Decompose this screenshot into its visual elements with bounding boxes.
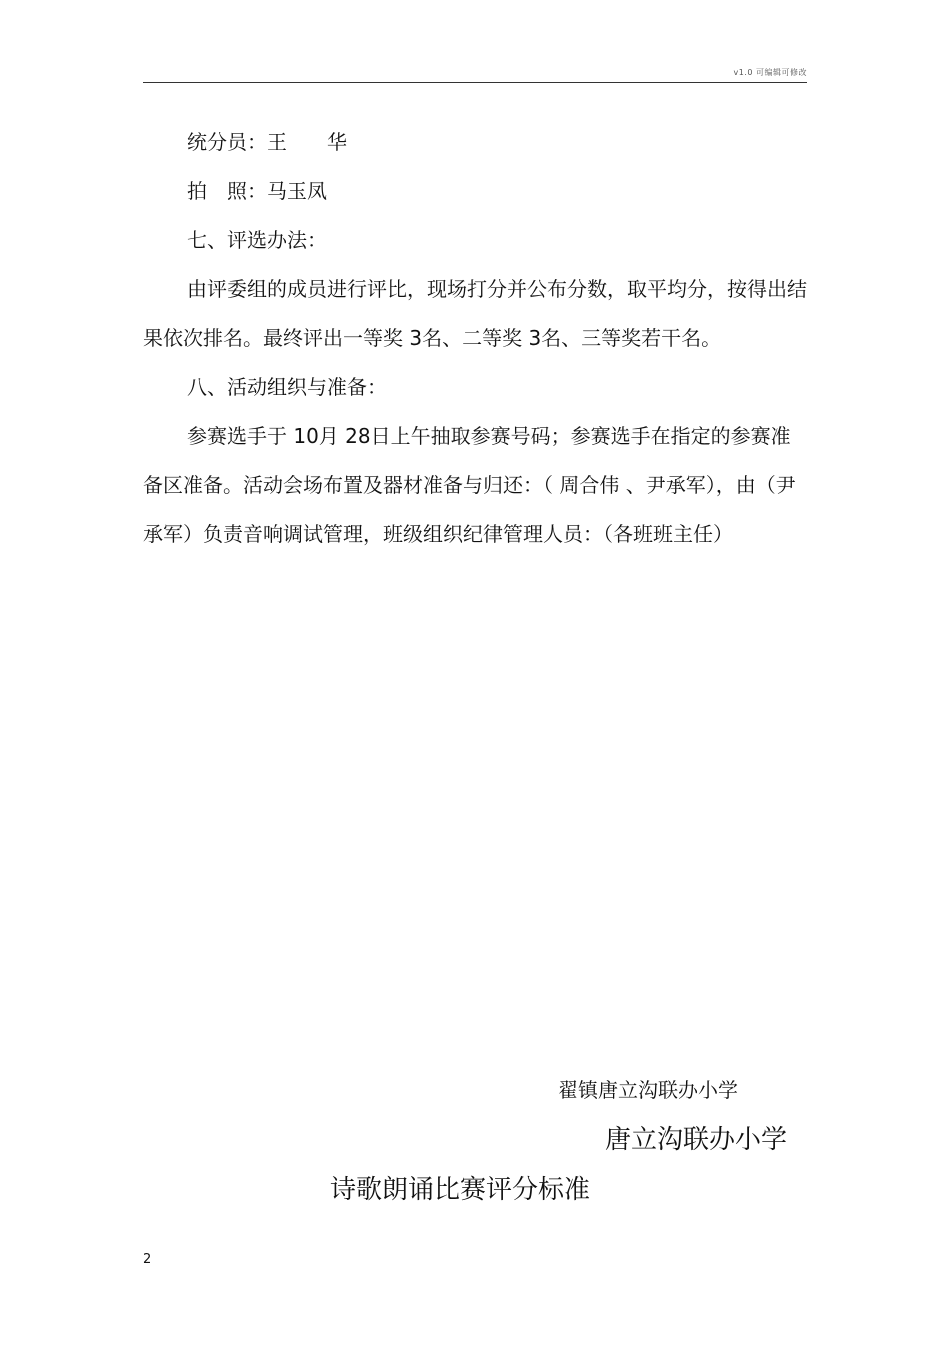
scorekeeper-line: 统分员：王 华 [187, 130, 347, 154]
school-name-heading: 唐立沟联办小学 [605, 1125, 788, 1155]
section-8-heading: 八、活动组织与准备： [187, 375, 387, 399]
scoring-method-paragraph: 由评委组的成员进行评比，现场打分并公布分数，取平均分，按得出结果依次排名。最终评出一等奖 3名、二等奖 3名、三等奖若干名。 [143, 277, 807, 350]
header-version-note: v1.0 可编辑可修改 [733, 68, 807, 77]
preparation-paragraph: 参赛选手于 10月 28日上午抽取参赛号码；参赛选手在指定的参赛准备区准备。活动会场布置及器材准备与归还：（ 周合伟 、尹承军），由（尹承军）负责音响调试管理，班级组织纪律管理人员：（各班班主任） [143, 424, 796, 546]
page-number: 2 [143, 1252, 152, 1267]
section-7-heading: 七、评选办法： [187, 228, 327, 252]
document-body [143, 118, 807, 559]
header-divider [143, 82, 807, 83]
photographer-line: 拍 照：马玉凤 [187, 179, 327, 203]
signature-organization: 翟镇唐立沟联办小学 [558, 1078, 738, 1102]
scoring-standard-title: 诗歌朗诵比赛评分标准 [330, 1175, 591, 1205]
